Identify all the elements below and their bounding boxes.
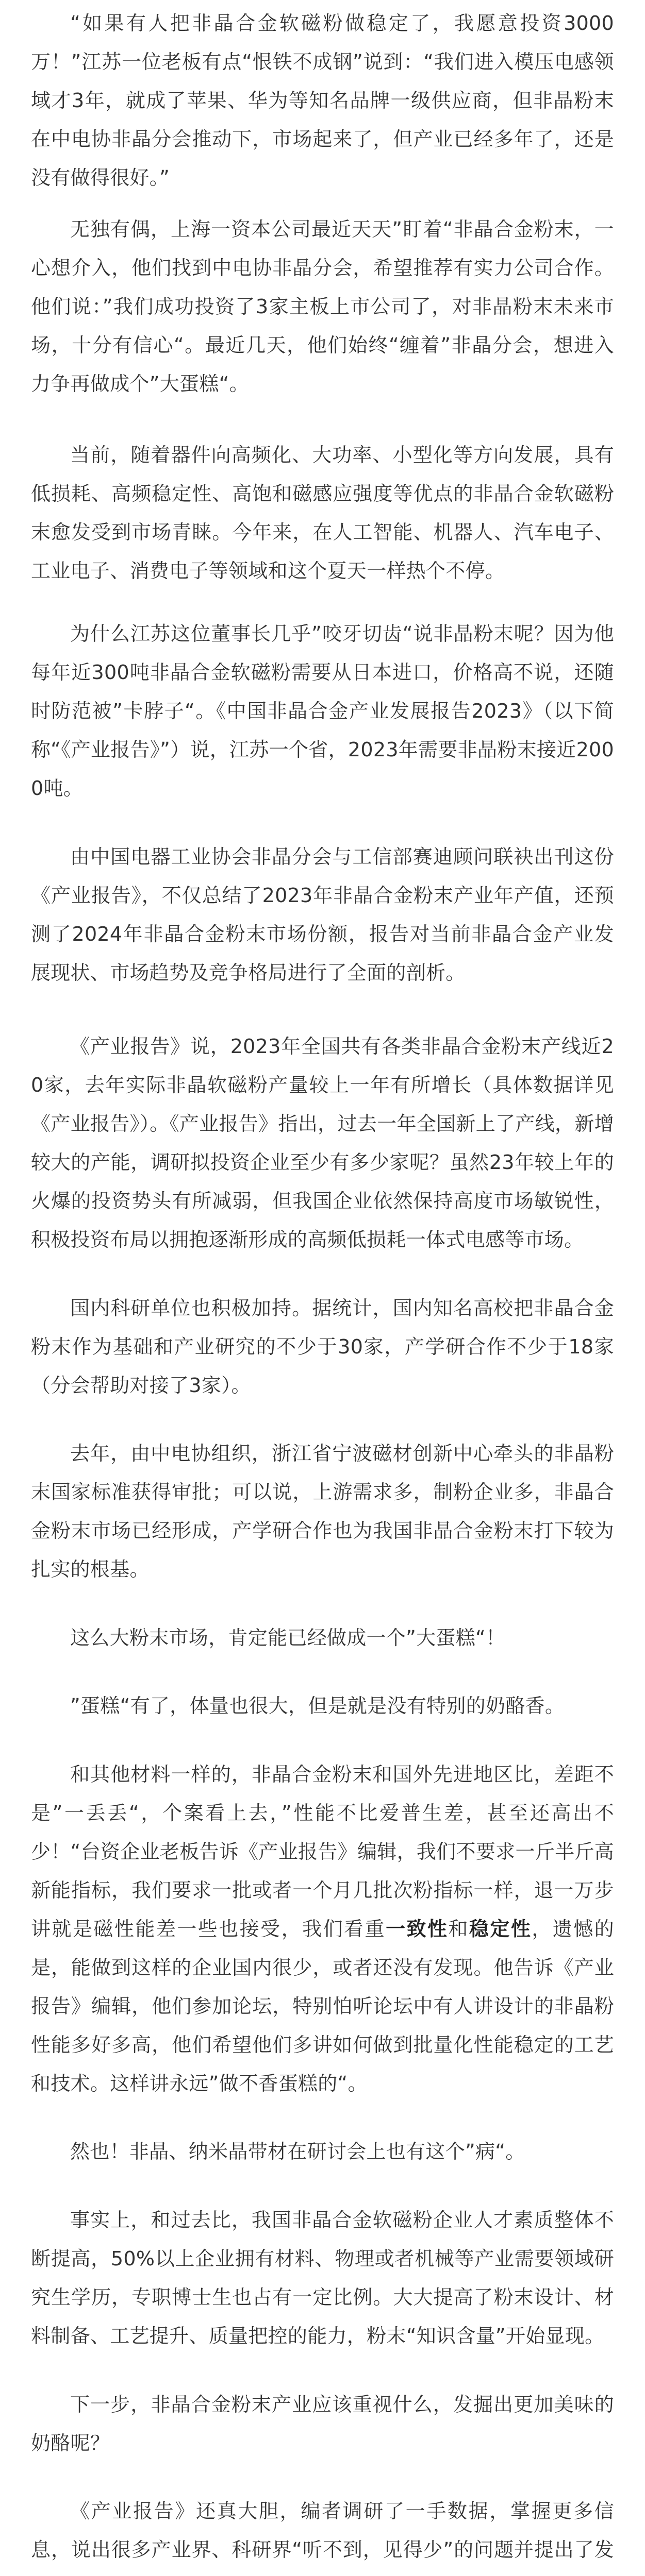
paragraph-text: 事实上，和过去比，我国非晶合金软磁粉企业人才素质整体不断提高，50%以上企业拥有材料、物理或者机械等产业需要领域研究生学历，专职博士生也占有一定比例。大大提高了粉末设计、材料制备、工艺提升、质量把控的能力，粉末“知识含量”开始显现。: [31, 2209, 614, 2347]
paragraph-text: 无独有偶，上海一资本公司最近天天”盯着“非晶合金粉末，一心想介入，他们找到中电协非晶分会，希望推荐有实力公司合作。他们说：”我们成功投资了3家主板上市公司了，对非晶粉末未来市场，十分有信心“。最近几天，他们始终“缠着”非晶分会，想进入力争再做成个”大蛋糕“。: [31, 218, 614, 395]
paragraph-text: ”蛋糕“有了，体量也很大，但是就是没有特别的奶酪香。: [70, 1694, 565, 1717]
paragraph-4: [31, 615, 614, 808]
paragraph-text: 和: [448, 1918, 469, 1940]
paragraph-3: [31, 436, 614, 590]
paragraph-text: 《产业报告》说，2023年全国共有各类非晶合金粉末产线近20家，去年实际非晶软磁粉产量较上一年有所增长（具体数据详见《产业报告》）。《产业报告》指出，过去一年全国新上了产线，新增较大的产能，调研拟投资企业至少有多少家呢？虽然23年较上年的火爆的投资势头有所减弱，但我国企业依然保持高度市场敏锐性，积极投资布局以拥抱逐渐形成的高频低损耗一体式电感等市场。: [31, 1035, 614, 1251]
paragraph-text: 然也！非晶、纳米晶带材在研讨会上也有这个”病“。: [70, 2140, 525, 2163]
paragraph-text: 下一步，非晶合金粉末产业应该重视什么，发掘出更加美味的奶酪呢？: [31, 2393, 614, 2454]
paragraph-text: “如果有人把非晶合金软磁粉做稳定了，我愿意投资3000万！”江苏一位老板有点“恨铁不成钢”说到：“我们进入模压电感领域才3年，就成了苹果、华为等知名品牌一级供应商，但非晶粉末在中电协非晶分会推动下，市场起来了，但产业已经多年了，还是没有做得很好。”: [31, 12, 614, 189]
paragraph-text: ，遗憾的是，能做到这样的企业国内很少，或者还没有发现。他告诉《产业报告》编辑，他们参加论坛，特别怕听论坛中有人讲设计的非晶粉性能多好多高，他们希望他们多讲如何做到批量化性能稳定的工艺和技术。这样讲永远”做不香蛋糕的“。: [31, 1918, 615, 2095]
paragraph-13: [31, 2201, 614, 2355]
paragraph-9: [31, 1619, 614, 1657]
paragraph-15: [31, 2492, 614, 2576]
paragraph-text: 国内科研单位也积极加持。据统计，国内知名高校把非晶合金粉末作为基础和产业研究的不少于30家，产学研合作不少于18家（分会帮助对接了3家）。: [31, 1297, 614, 1397]
article-body: [31, 0, 614, 2576]
paragraph-5: [31, 838, 614, 992]
paragraph-text: 和其他材料一样的，非晶合金粉末和国外先进地区比，差距不是”一丢丢“，个案看上去，”性能不比爱普生差，甚至还高出不少！“台资企业老板告诉《产业报告》编辑，我们不要求一斤半斤高新能指标，我们要求一批或者一个月几批次粉指标一样，退一万步讲就是磁性能差一些也接受，我们看重: [31, 1763, 614, 1940]
paragraph-14: [31, 2385, 614, 2463]
paragraph-11: [31, 1755, 614, 2103]
paragraph-text: 《产业报告》还真大胆，编者调研了一手数据，掌握更多信息，说出很多产业界、科研界“听不到，见得少”的问题并提出了发: [31, 2500, 614, 2561]
paragraph-6: [31, 1027, 614, 1259]
paragraph-text: 为什么江苏这位董事长几乎”咬牙切齿“说非晶粉末呢？因为他每年近300吨非晶合金软磁粉需要从日本进口，价格高不说，还随时防范被”卡脖子“。《中国非晶合金产业发展报告2023》（以下简称“《产业报告》”）说，江苏一个省，2023年需要非晶粉末接近2000吨。: [31, 622, 614, 800]
paragraph-2: [31, 210, 614, 403]
paragraph-8: [31, 1434, 614, 1589]
paragraph-text: 当前，随着器件向高频化、大功率、小型化等方向发展，具有低损耗、高频稳定性、高饱和磁感应强度等优点的非晶合金软磁粉末愈发受到市场青睐。今年来，在人工智能、机器人、汽车电子、工业电子、消费电子等领域和这个夏天一样热个不停。: [31, 444, 614, 582]
paragraph-7: [31, 1289, 614, 1405]
paragraph-1: [31, 4, 614, 197]
paragraph-text: 这么大粉末市场，肯定能已经做成一个”大蛋糕“！: [70, 1626, 506, 1649]
paragraph-text: 由中国电器工业协会非晶分会与工信部赛迪顾问联袂出刊这份《产业报告》，不仅总结了2023年非晶合金粉末产业年产值，还预测了2024年非晶合金粉末市场份额，报告对当前非晶合金产业发展现状、市场趋势及竞争格局进行了全面的剖析。: [31, 845, 614, 984]
paragraph-10: [31, 1687, 614, 1725]
emphasis-consistency: 一致性: [385, 1918, 449, 1940]
paragraph-12: [31, 2132, 614, 2171]
emphasis-stability: 稳定性: [469, 1918, 532, 1940]
paragraph-text: 去年，由中电协组织，浙江省宁波磁材创新中心牵头的非晶粉末国家标准获得审批；可以说，上游需求多，制粉企业多，非晶合金粉末市场已经形成，产学研合作也为我国非晶合金粉末打下较为扎实的根基。: [31, 1442, 614, 1581]
